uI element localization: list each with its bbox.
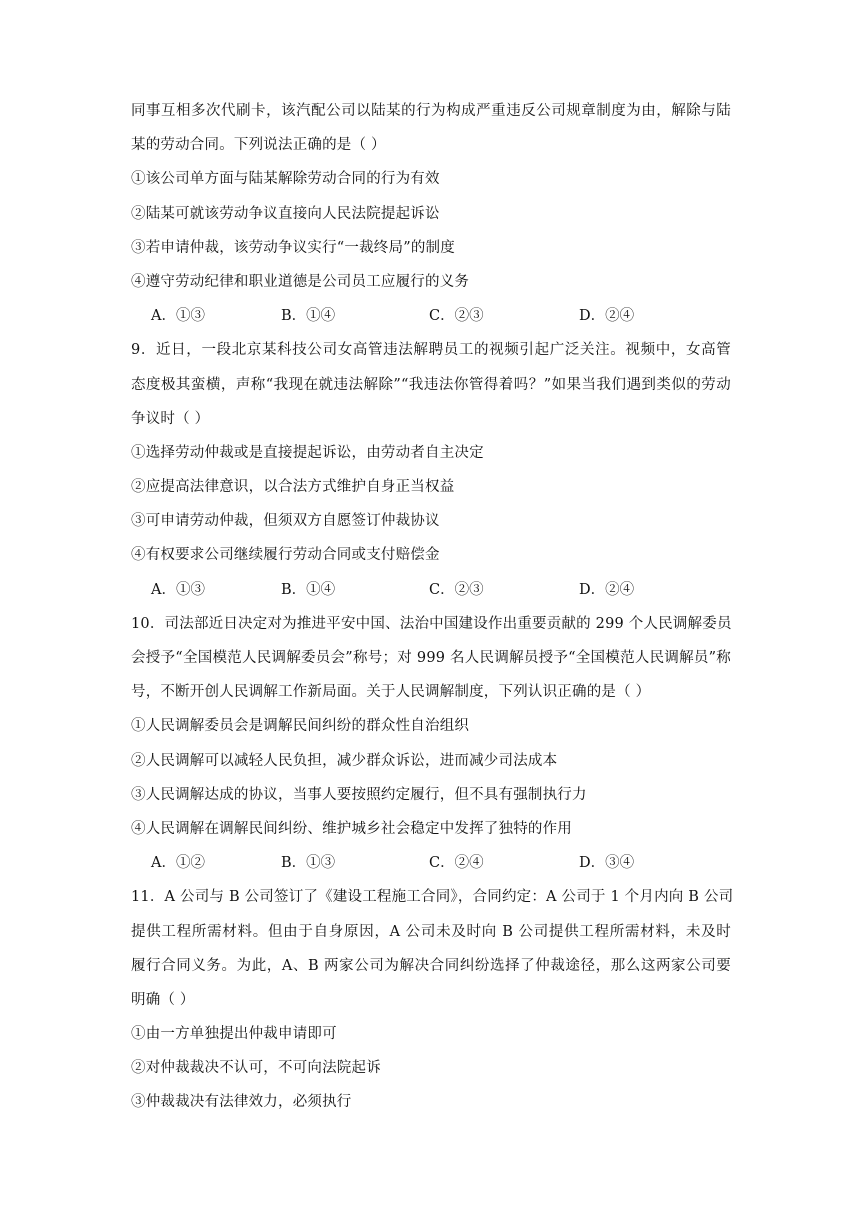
statement-item: ③仲裁裁决有法律效力，必须执行	[131, 1094, 352, 1111]
statement-item: ②对仲裁裁决不认可，不可向法院起诉	[131, 1060, 381, 1077]
answer-options	[131, 846, 731, 880]
statement-item: ②陆某可就该劳动争议直接向人民法院提起诉讼	[131, 205, 440, 222]
statement-item: ③可申请劳动仲裁，但须双方自愿签订仲裁协议	[131, 513, 440, 530]
statement-item: ②人民调解可以减轻人民负担，减少群众诉讼，进而减少司法成本	[131, 752, 558, 769]
question-8	[131, 94, 731, 333]
option-d: D．②④	[579, 581, 635, 598]
statement-item: ①选择劳动仲裁或是直接提起诉讼，由劳动者自主决定	[131, 444, 484, 461]
document-body	[131, 94, 734, 1120]
option-b: B．①④	[281, 308, 336, 325]
question-stem-line: 履行合同义务。为此，A、B 两家公司为解决合同纠纷选择了仲裁途径，那么这两家公司要	[131, 957, 731, 974]
question-stem-line: 态度极其蛮横，声称“我现在就违法解除”“我违法你管得着吗？”如果当我们遇到类似的劳动	[131, 376, 731, 393]
question-stem-line: 同事互相多次代刷卡，该汽配公司以陆某的行为构成严重违反公司规章制度为由，解除与陆	[131, 103, 731, 119]
option-d: D．②④	[579, 308, 635, 325]
question-stem-line: 11．A 公司与 B 公司签订了《建设工程施工合同》，合同约定：A 公司于 1 个月内向 B 公司	[131, 889, 734, 906]
statement-item: ①由一方单独提出仲裁申请即可	[131, 1026, 337, 1043]
question-stem-line: 某的劳动合同。下列说法正确的是（ ）	[131, 137, 386, 154]
question-stem-line: 明确（ ）	[131, 991, 195, 1008]
answer-options	[131, 573, 731, 607]
question-stem-line: 号，不断开创人民调解工作新局面。关于人民调解制度，下列认识正确的是（ ）	[131, 684, 651, 701]
question-10	[131, 607, 731, 881]
question-stem-line: 9．近日，一段北京某科技公司女高管违法解聘员工的视频引起广泛关注。视频中，女高管	[131, 342, 731, 359]
statement-item: ③人民调解达成的协议，当事人要按照约定履行，但不具有强制执行力	[131, 786, 587, 803]
statement-item: ③若申请仲裁，该劳动争议实行“一裁终局”的制度	[131, 239, 455, 256]
statement-item: ②应提高法律意识，以合法方式维护自身正当权益	[131, 479, 455, 496]
option-a: A．①②	[151, 855, 205, 872]
statement-item: ①人民调解委员会是调解民间纠纷的群众性自治组织	[131, 718, 470, 735]
question-stem-line: 会授予“全国模范人民调解委员会”称号；对 999 名人民调解员授予“全国模范人民调解员”称	[131, 650, 731, 666]
question-stem-line: 10．司法部近日决定对为推进平安中国、法治中国建设作出重要贡献的 299 个人民调解委员	[131, 615, 732, 632]
option-c: C．②④	[429, 855, 484, 872]
statement-item: ④遵守劳动纪律和职业道德是公司员工应履行的义务	[131, 273, 470, 290]
statement-item: ④人民调解在调解民间纠纷、维护城乡社会稳定中发挥了独特的作用	[131, 820, 572, 837]
answer-options	[131, 299, 731, 333]
option-a: A．①③	[151, 581, 205, 598]
option-b: B．①④	[281, 581, 336, 598]
option-a: A．①③	[151, 308, 205, 325]
question-stem-line: 提供工程所需材料。但由于自身原因，A 公司未及时向 B 公司提供工程所需材料，未及时	[131, 923, 731, 940]
option-d: D．③④	[579, 855, 635, 872]
question-9	[131, 333, 731, 607]
option-b: B．①③	[281, 855, 336, 872]
statement-item: ①该公司单方面与陆某解除劳动合同的行为有效	[131, 171, 440, 188]
option-c: C．②③	[429, 581, 484, 598]
statement-item: ④有权要求公司继续履行劳动合同或支付赔偿金	[131, 547, 440, 564]
question-11	[131, 880, 734, 1119]
question-stem-line: 争议时（ ）	[131, 410, 210, 427]
option-c: C．②③	[429, 308, 484, 325]
